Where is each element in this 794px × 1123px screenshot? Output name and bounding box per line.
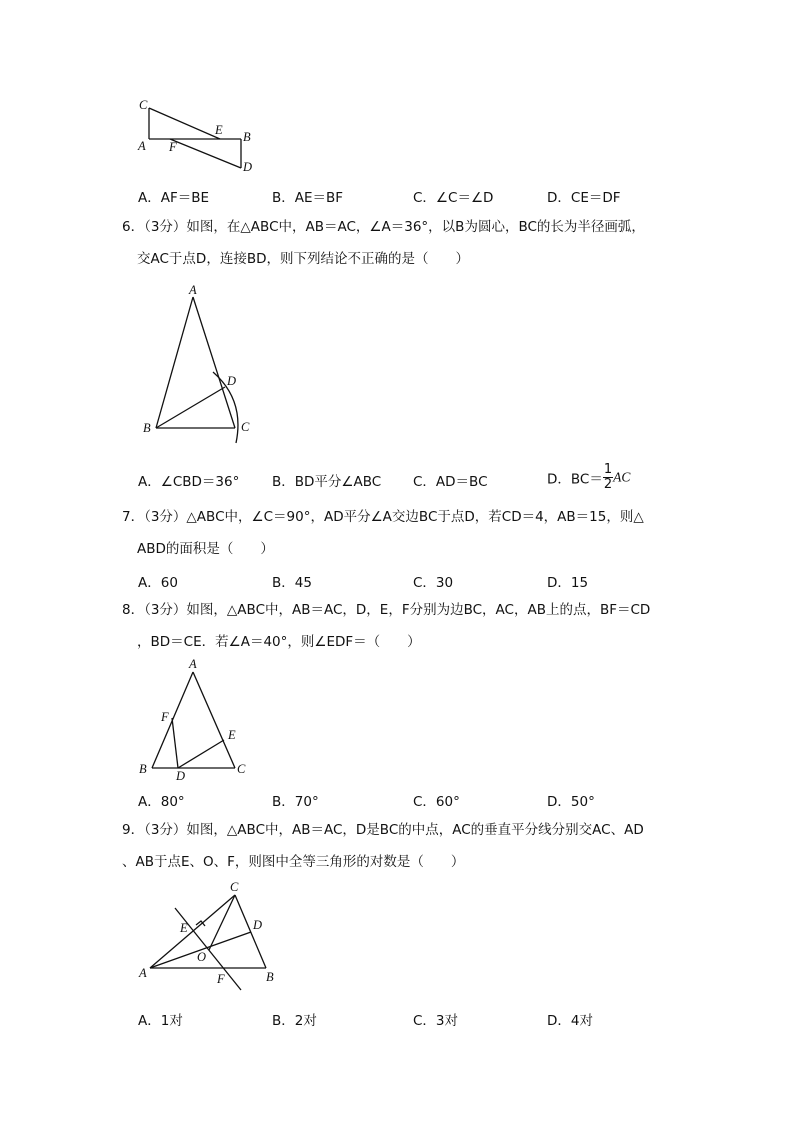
q5-label-c: C <box>139 98 148 112</box>
q6-label-c: C <box>241 420 250 434</box>
q6-option-b[interactable]: B．BD平分∠ABC <box>272 474 382 490</box>
q9-label-o: O <box>197 950 207 964</box>
q6-label-d: D <box>227 374 237 388</box>
q6-option-d-prefix: D．BC＝ <box>547 471 603 488</box>
q8-stem-line2: ，BD＝CE．若∠A＝40°，则∠EDF＝（ ） <box>137 634 421 650</box>
q5-option-c[interactable]: C．∠C＝∠D <box>413 190 494 206</box>
q5-label-f: F <box>169 140 177 154</box>
q8-stem-line1: 8．（3分）如图，△ABC中，AB＝AC，D，E，F分别为边BC，AC，AB上的点，BF＝CD <box>122 602 651 618</box>
q9-option-a[interactable]: A．1对 <box>138 1013 183 1029</box>
q8-option-a[interactable]: A．80° <box>138 794 185 810</box>
q7-option-d[interactable]: D．15 <box>547 575 589 591</box>
q8-label-f: F <box>161 710 169 724</box>
q9-stem-line2: 、AB于点E、O、F，则图中全等三角形的对数是（ ） <box>122 854 465 870</box>
q6-option-a[interactable]: A．∠CBD＝36° <box>138 474 240 490</box>
q5-label-b: B <box>243 130 251 144</box>
q9-label-a: A <box>139 966 147 980</box>
q8-option-d[interactable]: D．50° <box>547 794 595 810</box>
q7-stem-line1: 7．（3分）△ABC中，∠C＝90°，AD平分∠A交边BC于点D，若CD＝4，AB＝15，则△ <box>122 509 644 525</box>
q7-option-a[interactable]: A．60 <box>138 575 178 591</box>
q9-label-c: C <box>230 880 239 894</box>
q6-label-a: A <box>189 283 197 297</box>
q9-label-b: B <box>266 970 274 984</box>
q9-label-e: E <box>180 921 188 935</box>
q8-label-a: A <box>189 657 197 671</box>
q8-option-b[interactable]: B．70° <box>272 794 319 810</box>
q6-label-b: B <box>143 421 151 435</box>
q5-option-b[interactable]: B．AE＝BF <box>272 190 344 206</box>
q5-option-a[interactable]: A．AF＝BE <box>138 190 210 206</box>
q5-label-e: E <box>215 123 223 137</box>
q8-label-b: B <box>139 762 147 776</box>
q6-option-d-suffix: AC <box>613 469 631 485</box>
q5-label-d: D <box>243 160 253 174</box>
q8-label-c: C <box>237 762 246 776</box>
q5-option-d[interactable]: D．CE＝DF <box>547 190 621 206</box>
q9-option-d[interactable]: D．4对 <box>547 1013 593 1029</box>
q7-stem-line2: ABD的面积是（ ） <box>137 541 274 557</box>
q6-fraction-numerator: 1 <box>603 462 613 477</box>
q6-fraction-denominator: 2 <box>603 477 613 492</box>
q8-label-d: D <box>176 769 186 783</box>
q6-option-c[interactable]: C．AD＝BC <box>413 474 488 490</box>
q9-option-b[interactable]: B．2对 <box>272 1013 317 1029</box>
q9-label-d: D <box>253 918 263 932</box>
q5-label-a: A <box>138 139 146 153</box>
q6-stem-line2: 交AC于点D，连接BD，则下列结论不正确的是（ ） <box>137 251 469 267</box>
q9-stem-line1: 9．（3分）如图，△ABC中，AB＝AC，D是BC的中点，AC的垂直平分线分别交AC、AD <box>122 822 644 838</box>
q7-option-b[interactable]: B．45 <box>272 575 312 591</box>
q7-option-c[interactable]: C．30 <box>413 575 454 591</box>
q8-label-e: E <box>228 728 236 742</box>
q6-stem-line1: 6．（3分）如图，在△ABC中，AB＝AC，∠A＝36°，以B为圆心，BC的长为半径画弧， <box>122 219 645 235</box>
q8-option-c[interactable]: C．60° <box>413 794 460 810</box>
q9-option-c[interactable]: C．3对 <box>413 1013 459 1029</box>
q9-label-f: F <box>217 972 225 986</box>
